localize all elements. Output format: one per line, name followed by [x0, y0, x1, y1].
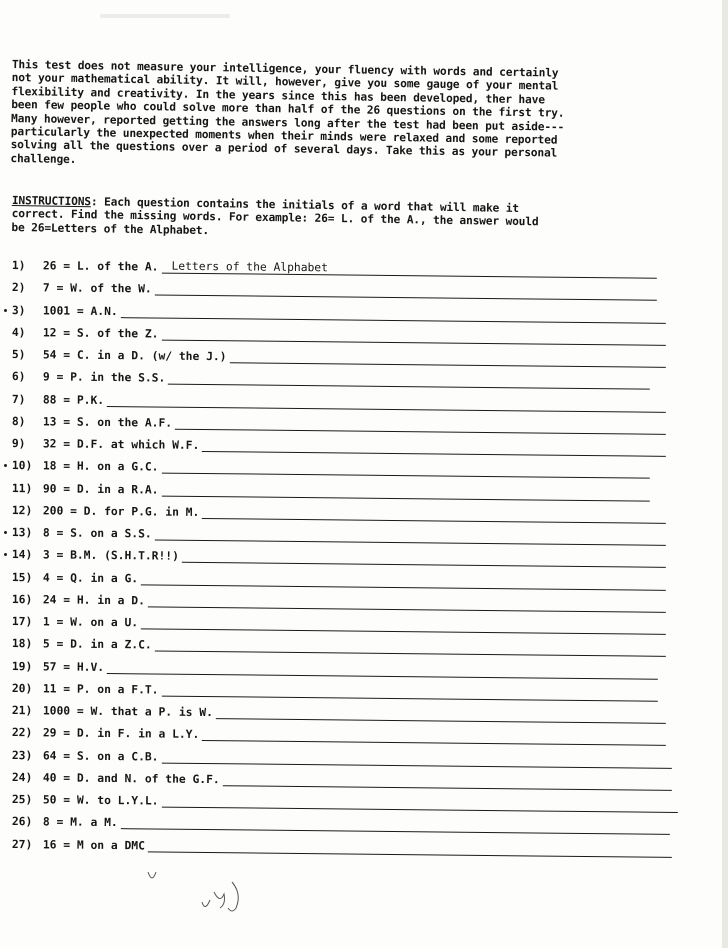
instructions-paragraph — [11, 194, 652, 244]
question-row — [12, 345, 666, 368]
answer-blank[interactable] — [202, 437, 666, 457]
answer-blank[interactable] — [168, 370, 650, 390]
question-row — [12, 657, 658, 680]
answer-blank[interactable] — [161, 259, 657, 279]
question-row — [12, 812, 670, 835]
question-clue: 32 = D.F. at which W.F. — [42, 437, 200, 452]
answer-blank[interactable] — [202, 726, 666, 746]
question-row — [12, 501, 666, 524]
answer-blank[interactable] — [107, 391, 666, 412]
question-number: 1) — [11, 258, 26, 273]
question-number: 22) — [11, 726, 33, 740]
question-row — [12, 367, 650, 390]
question-number: 15) — [11, 570, 33, 584]
question-clue: 11 = P. on a F.T. — [42, 682, 159, 697]
question-clue: 18 = H. on a G.C. — [42, 459, 159, 474]
question-number: 27) — [11, 837, 33, 851]
question-number: 5) — [11, 347, 26, 362]
question-row — [12, 256, 657, 279]
question-clue: 4 = Q. in a G. — [42, 570, 139, 585]
question-clue: 13 = S. on the A.F. — [42, 415, 173, 430]
answer-blank[interactable] — [161, 793, 678, 813]
question-clue: 7 = W. of the W. — [42, 281, 152, 296]
question-clue: 54 = C. in a D. (w/ the J.) — [42, 348, 227, 364]
question-number: 4) — [11, 325, 26, 339]
question-clue: 8 = S. on a S.S. — [42, 526, 152, 541]
answer-blank[interactable] — [121, 814, 670, 835]
question-number: 11) — [11, 481, 33, 495]
question-number: 14) — [11, 548, 33, 562]
question-clue: 9 = P. in the S.S. — [42, 370, 166, 385]
answer-text: Letters of the Alphabet — [171, 259, 329, 275]
question-row — [12, 835, 672, 858]
answer-blank[interactable] — [161, 459, 650, 479]
scan-smudge — [100, 14, 230, 18]
question-row — [12, 723, 666, 746]
question-number: 13) — [11, 525, 33, 540]
question-number: 24) — [11, 770, 33, 784]
answer-blank[interactable] — [107, 658, 658, 679]
answer-blank[interactable] — [141, 614, 666, 634]
answer-blank[interactable] — [148, 837, 672, 857]
answer-blank[interactable] — [223, 771, 672, 791]
margin-mark — [4, 531, 7, 534]
question-clue: 1 = W. on a U. — [42, 615, 139, 630]
question-row — [12, 523, 666, 546]
question-clue: 1001 = A.N. — [42, 303, 118, 318]
question-clue: 57 = H.V. — [42, 659, 105, 674]
question-row — [12, 434, 666, 457]
margin-mark — [4, 309, 7, 312]
answer-blank[interactable] — [182, 548, 666, 568]
question-row — [12, 412, 666, 435]
instructions-label: INSTRUCTIONS — [11, 194, 92, 209]
question-number: 23) — [11, 748, 33, 762]
question-number: 10) — [11, 459, 33, 473]
question-clue: 3 = B.M. (S.H.T.R!!) — [42, 548, 179, 563]
answer-blank[interactable] — [202, 504, 666, 524]
answer-blank[interactable] — [161, 325, 666, 345]
margin-mark — [4, 464, 7, 467]
instructions-text: : Each question contains the initials of a word that will make it correct. Find the missing words. For example: 26= L. of the A., the answer would be 26=Letters of the Alphabet. — [11, 195, 539, 237]
question-clue: 29 = D. in F. in a L.Y. — [42, 726, 200, 742]
question-clue: 40 = D. and N. of the G.F. — [42, 771, 220, 786]
question-row — [12, 568, 666, 591]
question-number: 9) — [11, 436, 26, 451]
question-number: 7) — [11, 392, 26, 406]
question-row — [12, 790, 678, 813]
answer-blank[interactable] — [148, 592, 666, 612]
question-number: 12) — [11, 503, 33, 517]
question-row — [12, 612, 666, 635]
question-clue: 88 = P.K. — [42, 392, 105, 407]
question-clue: 200 = D. for P.G. in M. — [42, 504, 200, 519]
answer-blank[interactable] — [175, 414, 666, 434]
question-row — [12, 701, 666, 724]
question-clue: 8 = M. a M. — [42, 815, 118, 830]
question-clue: 26 = L. of the A. — [42, 259, 159, 274]
question-row — [12, 746, 672, 769]
question-row — [12, 679, 658, 702]
question-row — [12, 278, 657, 301]
question-row — [12, 456, 650, 479]
question-number: 21) — [11, 703, 33, 718]
question-number: 2) — [11, 281, 26, 295]
answer-blank[interactable] — [229, 348, 665, 368]
question-number: 3) — [11, 303, 26, 317]
question-row — [12, 479, 650, 502]
question-number: 17) — [11, 614, 33, 629]
question-number: 20) — [11, 681, 33, 695]
question-clue: 12 = S. of the Z. — [42, 326, 159, 341]
answer-blank[interactable] — [155, 525, 666, 545]
page-edge-shadow — [722, 0, 728, 948]
question-clue: 5 = D. in a Z.C. — [42, 637, 152, 652]
answer-blank[interactable] — [161, 748, 672, 768]
answer-blank[interactable] — [161, 481, 650, 501]
question-row — [12, 545, 666, 568]
question-clue: 24 = H. in a D. — [42, 593, 145, 608]
question-clue: 1000 = W. that a P. is W. — [42, 704, 214, 720]
handwritten-scribble — [140, 862, 280, 932]
question-number: 8) — [11, 414, 26, 428]
question-number: 19) — [11, 659, 33, 673]
answer-blank[interactable] — [161, 681, 658, 701]
question-clue: 50 = W. to L.Y.L. — [42, 793, 159, 808]
answer-blank[interactable] — [155, 637, 666, 657]
question-row — [12, 590, 666, 613]
question-number: 6) — [11, 370, 26, 384]
answer-blank[interactable] — [155, 281, 657, 301]
intro-paragraph: This test does not measure your intelligence, your fluency with words and certainly not your mathematical ability. It will, however, give you some gauge of your mental flexibility and creativity. In the years since this has been developed, ther have been few people who could solve more than half of the 26 questions on the first try. Many however, reported getting the answers long after the test had been put aside--- particularly the unexpected moments when their minds were relaxed and some reported solving all the questions over a period of several days. Take this as your personal challenge. — [10, 58, 565, 166]
question-row — [12, 634, 666, 657]
question-clue: 64 = S. on a C.B. — [42, 748, 159, 764]
question-row — [12, 301, 666, 324]
answer-blank[interactable] — [121, 303, 666, 324]
margin-mark — [4, 553, 7, 556]
question-number: 25) — [11, 792, 33, 807]
question-row — [12, 768, 672, 791]
question-row — [12, 323, 666, 346]
question-number: 26) — [11, 815, 33, 829]
answer-blank[interactable] — [141, 570, 666, 590]
question-clue: 16 = M on a DMC — [42, 837, 145, 852]
question-number: 18) — [11, 637, 33, 651]
answer-blank[interactable] — [216, 704, 666, 724]
question-row — [12, 390, 666, 413]
question-clue: 90 = D. in a R.A. — [42, 481, 159, 497]
question-number: 16) — [11, 592, 33, 606]
